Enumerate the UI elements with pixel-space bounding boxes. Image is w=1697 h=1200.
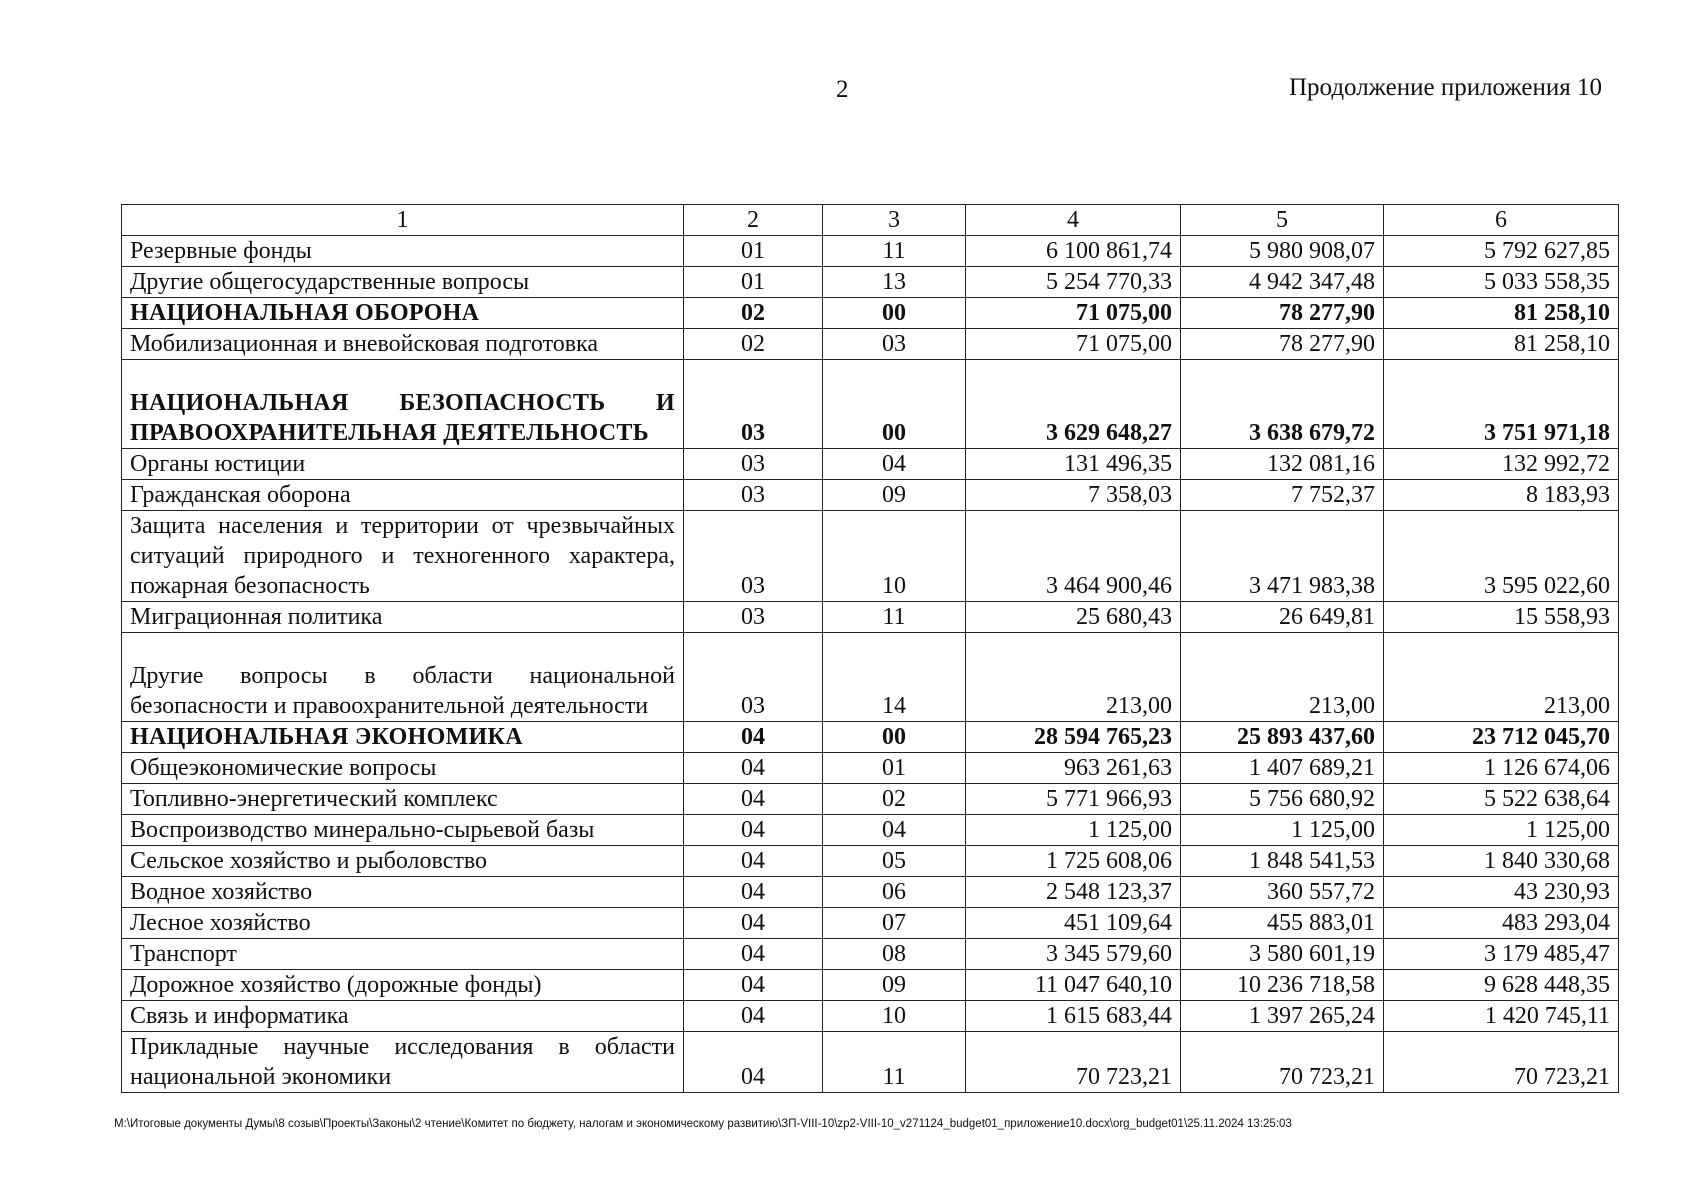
amount-col6-cell: 3 595 022,60 (1384, 511, 1619, 602)
subsection-code-cell: 11 (823, 1032, 966, 1093)
section-code-cell: 01 (684, 236, 823, 267)
subsection-code-cell: 00 (823, 722, 966, 753)
subsection-code-cell: 04 (823, 449, 966, 480)
row-name-cell: Воспроизводство минерально-сырьевой базы (122, 815, 684, 846)
table-row (122, 877, 1619, 908)
subsection-code-cell: 11 (823, 602, 966, 633)
section-code-cell: 03 (684, 480, 823, 511)
table-row (122, 298, 1619, 329)
section-code-cell: 01 (684, 267, 823, 298)
amount-col6-cell: 5 792 627,85 (1384, 236, 1619, 267)
amount-col4-cell: 28 594 765,23 (966, 722, 1181, 753)
row-name-cell: Топливно-энергетический комплекс (122, 784, 684, 815)
table-row (122, 1001, 1619, 1032)
section-code-cell: 02 (684, 298, 823, 329)
footer-file-path: М:\Итоговые документы Думы\8 созыв\Проекты\Законы\2 чтение\Комитет по бюджету, налогам и экономическому развитию\ЗП-VIII-10\zp2-VIII-10_v271124_budget01_приложение10.docx\org_budget01\25.11.2024 13:25:03 (114, 1118, 1292, 1130)
row-name-cell: Связь и информатика (122, 1001, 684, 1032)
subsection-code-cell: 14 (823, 633, 966, 722)
column-header: 1 (122, 205, 684, 236)
amount-col4-cell: 71 075,00 (966, 329, 1181, 360)
row-name-cell: НАЦИОНАЛЬНАЯ ЭКОНОМИКА (122, 722, 684, 753)
amount-col6-cell: 213,00 (1384, 633, 1619, 722)
amount-col4-cell: 3 345 579,60 (966, 939, 1181, 970)
amount-col5-cell: 70 723,21 (1181, 1032, 1384, 1093)
amount-col4-cell: 7 358,03 (966, 480, 1181, 511)
table-row (122, 511, 1619, 602)
amount-col5-cell: 10 236 718,58 (1181, 970, 1384, 1001)
amount-col5-cell: 5 980 908,07 (1181, 236, 1384, 267)
amount-col4-cell: 963 261,63 (966, 753, 1181, 784)
amount-col5-cell: 213,00 (1181, 633, 1384, 722)
row-name-cell: Лесное хозяйство (122, 908, 684, 939)
table-row (122, 602, 1619, 633)
column-header: 5 (1181, 205, 1384, 236)
amount-col5-cell: 26 649,81 (1181, 602, 1384, 633)
amount-col6-cell: 1 125,00 (1384, 815, 1619, 846)
subsection-code-cell: 03 (823, 329, 966, 360)
subsection-code-cell: 10 (823, 511, 966, 602)
section-code-cell: 03 (684, 360, 823, 449)
amount-col6-cell: 43 230,93 (1384, 877, 1619, 908)
amount-col4-cell: 70 723,21 (966, 1032, 1181, 1093)
amount-col5-cell: 1 397 265,24 (1181, 1001, 1384, 1032)
budget-table (121, 204, 1619, 1093)
amount-col5-cell: 3 580 601,19 (1181, 939, 1384, 970)
subsection-code-cell: 00 (823, 298, 966, 329)
page-number: 2 (836, 76, 849, 103)
subsection-code-cell: 11 (823, 236, 966, 267)
table-row (122, 360, 1619, 449)
amount-col6-cell: 15 558,93 (1384, 602, 1619, 633)
section-code-cell: 04 (684, 877, 823, 908)
row-name-cell: Гражданская оборона (122, 480, 684, 511)
amount-col6-cell: 3 751 971,18 (1384, 360, 1619, 449)
subsection-code-cell: 10 (823, 1001, 966, 1032)
amount-col5-cell: 3 471 983,38 (1181, 511, 1384, 602)
row-name-cell: Другие общегосударственные вопросы (122, 267, 684, 298)
row-name-cell: Миграционная политика (122, 602, 684, 633)
amount-col6-cell: 5 033 558,35 (1384, 267, 1619, 298)
column-header: 4 (966, 205, 1181, 236)
amount-col5-cell: 1 125,00 (1181, 815, 1384, 846)
amount-col6-cell: 5 522 638,64 (1384, 784, 1619, 815)
subsection-code-cell: 02 (823, 784, 966, 815)
amount-col4-cell: 71 075,00 (966, 298, 1181, 329)
row-name-cell: Органы юстиции (122, 449, 684, 480)
amount-col4-cell: 11 047 640,10 (966, 970, 1181, 1001)
amount-col4-cell: 213,00 (966, 633, 1181, 722)
amount-col6-cell: 70 723,21 (1384, 1032, 1619, 1093)
row-name-cell: Транспорт (122, 939, 684, 970)
table-header-row (122, 205, 1619, 236)
column-header: 3 (823, 205, 966, 236)
section-code-cell: 04 (684, 753, 823, 784)
subsection-code-cell: 08 (823, 939, 966, 970)
amount-col6-cell: 81 258,10 (1384, 329, 1619, 360)
row-name-cell: Мобилизационная и вневойсковая подготовка (122, 329, 684, 360)
subsection-code-cell: 05 (823, 846, 966, 877)
amount-col5-cell: 78 277,90 (1181, 298, 1384, 329)
amount-col4-cell: 1 125,00 (966, 815, 1181, 846)
row-name-cell: Резервные фонды (122, 236, 684, 267)
amount-col4-cell: 6 100 861,74 (966, 236, 1181, 267)
amount-col6-cell: 9 628 448,35 (1384, 970, 1619, 1001)
subsection-code-cell: 07 (823, 908, 966, 939)
amount-col4-cell: 451 109,64 (966, 908, 1181, 939)
amount-col5-cell: 455 883,01 (1181, 908, 1384, 939)
amount-col4-cell: 5 771 966,93 (966, 784, 1181, 815)
amount-col4-cell: 1 725 608,06 (966, 846, 1181, 877)
amount-col5-cell: 25 893 437,60 (1181, 722, 1384, 753)
subsection-code-cell: 01 (823, 753, 966, 784)
amount-col5-cell: 7 752,37 (1181, 480, 1384, 511)
table-row (122, 784, 1619, 815)
table-row (122, 1032, 1619, 1093)
appendix-continuation-note: Продолжение приложения 10 (1288, 74, 1602, 101)
table-row (122, 329, 1619, 360)
amount-col5-cell: 1 848 541,53 (1181, 846, 1384, 877)
row-name-cell: НАЦИОНАЛЬНАЯ ОБОРОНА (122, 298, 684, 329)
section-code-cell: 04 (684, 1032, 823, 1093)
section-code-cell: 04 (684, 939, 823, 970)
table-row (122, 815, 1619, 846)
section-code-cell: 04 (684, 815, 823, 846)
amount-col4-cell: 131 496,35 (966, 449, 1181, 480)
section-code-cell: 02 (684, 329, 823, 360)
table-row (122, 449, 1619, 480)
subsection-code-cell: 09 (823, 970, 966, 1001)
subsection-code-cell: 06 (823, 877, 966, 908)
subsection-code-cell: 13 (823, 267, 966, 298)
table-row (122, 480, 1619, 511)
subsection-code-cell: 04 (823, 815, 966, 846)
amount-col5-cell: 360 557,72 (1181, 877, 1384, 908)
amount-col5-cell: 4 942 347,48 (1181, 267, 1384, 298)
amount-col6-cell: 483 293,04 (1384, 908, 1619, 939)
subsection-code-cell: 00 (823, 360, 966, 449)
row-name-cell: Дорожное хозяйство (дорожные фонды) (122, 970, 684, 1001)
section-code-cell: 04 (684, 908, 823, 939)
section-code-cell: 04 (684, 784, 823, 815)
amount-col6-cell: 8 183,93 (1384, 480, 1619, 511)
amount-col4-cell: 2 548 123,37 (966, 877, 1181, 908)
amount-col4-cell: 25 680,43 (966, 602, 1181, 633)
amount-col6-cell: 1 840 330,68 (1384, 846, 1619, 877)
table-row (122, 939, 1619, 970)
row-name-cell: Прикладные научные исследования в области национальной экономики (122, 1032, 684, 1093)
amount-col6-cell: 23 712 045,70 (1384, 722, 1619, 753)
table-row (122, 753, 1619, 784)
section-code-cell: 03 (684, 602, 823, 633)
amount-col5-cell: 132 081,16 (1181, 449, 1384, 480)
amount-col5-cell: 1 407 689,21 (1181, 753, 1384, 784)
row-name-cell: Общеэкономические вопросы (122, 753, 684, 784)
table-row (122, 267, 1619, 298)
subsection-code-cell: 09 (823, 480, 966, 511)
amount-col6-cell: 132 992,72 (1384, 449, 1619, 480)
amount-col6-cell: 1 420 745,11 (1384, 1001, 1619, 1032)
row-name-cell: НАЦИОНАЛЬНАЯ БЕЗОПАСНОСТЬ И ПРАВООХРАНИТЕЛЬНАЯ ДЕЯТЕЛЬНОСТЬ (122, 360, 684, 449)
section-code-cell: 04 (684, 846, 823, 877)
section-code-cell: 03 (684, 511, 823, 602)
column-header: 6 (1384, 205, 1619, 236)
row-name-cell: Защита населения и территории от чрезвычайных ситуаций природного и техногенного характера, пожарная безопасность (122, 511, 684, 602)
amount-col5-cell: 78 277,90 (1181, 329, 1384, 360)
table-row (122, 846, 1619, 877)
table-row (122, 722, 1619, 753)
section-code-cell: 04 (684, 1001, 823, 1032)
amount-col4-cell: 5 254 770,33 (966, 267, 1181, 298)
row-name-cell: Другие вопросы в области национальной безопасности и правоохранительной деятельности (122, 633, 684, 722)
amount-col5-cell: 5 756 680,92 (1181, 784, 1384, 815)
table-row (122, 908, 1619, 939)
amount-col6-cell: 3 179 485,47 (1384, 939, 1619, 970)
row-name-cell: Сельское хозяйство и рыболовство (122, 846, 684, 877)
amount-col4-cell: 1 615 683,44 (966, 1001, 1181, 1032)
table-row (122, 970, 1619, 1001)
column-header: 2 (684, 205, 823, 236)
amount-col5-cell: 3 638 679,72 (1181, 360, 1384, 449)
row-name-cell: Водное хозяйство (122, 877, 684, 908)
amount-col4-cell: 3 629 648,27 (966, 360, 1181, 449)
amount-col6-cell: 81 258,10 (1384, 298, 1619, 329)
section-code-cell: 03 (684, 449, 823, 480)
section-code-cell: 04 (684, 722, 823, 753)
section-code-cell: 04 (684, 970, 823, 1001)
table-row (122, 633, 1619, 722)
amount-col4-cell: 3 464 900,46 (966, 511, 1181, 602)
table-row (122, 236, 1619, 267)
section-code-cell: 03 (684, 633, 823, 722)
amount-col6-cell: 1 126 674,06 (1384, 753, 1619, 784)
